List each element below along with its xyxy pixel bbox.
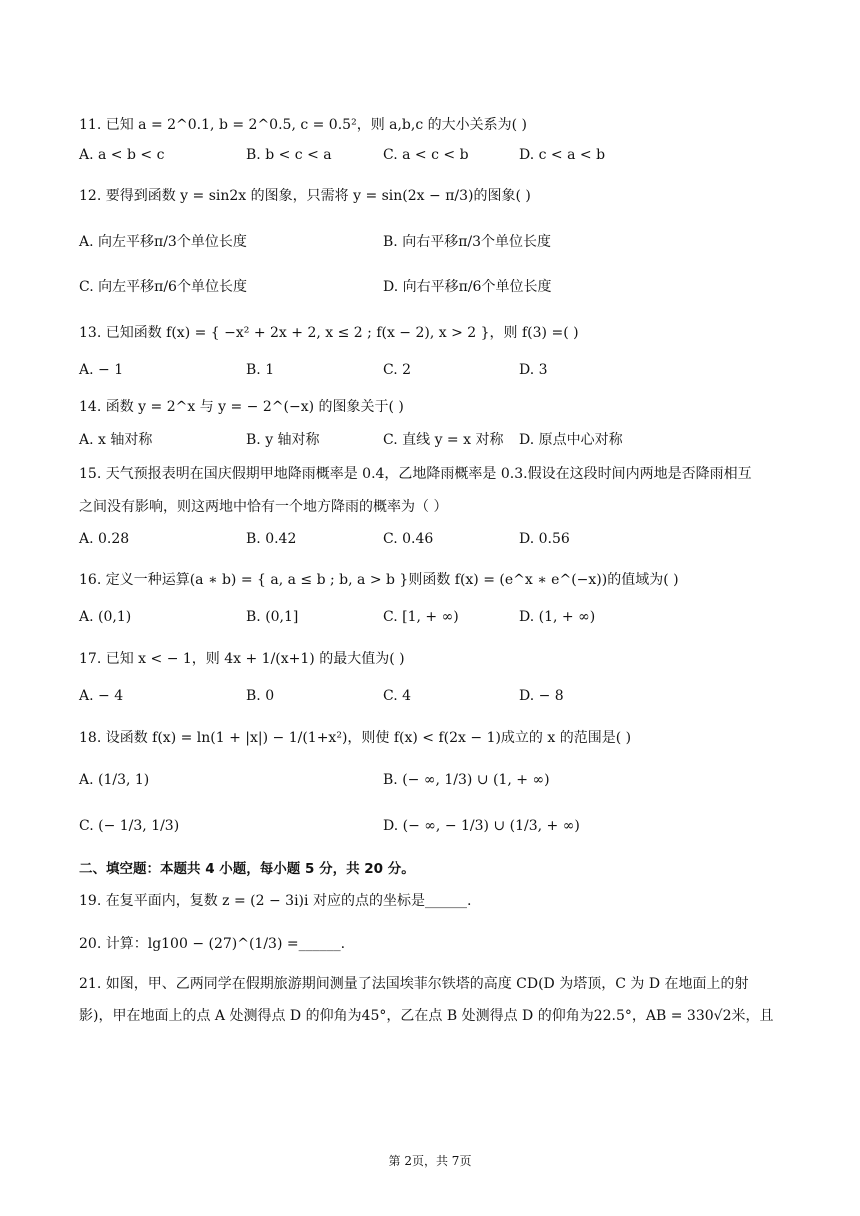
q17-option-b: B. 0 (246, 688, 275, 704)
q18-option-b: B. (− ∞, 1/3) ∪ (1, + ∞) (383, 772, 550, 788)
q13-option-d: D. 3 (519, 362, 548, 378)
q15-option-d: D. 0.56 (519, 531, 570, 547)
q15-option-b: B. 0.42 (246, 531, 297, 547)
q18-option-a: A. (1/3, 1) (79, 772, 150, 788)
q18-option-c: C. (− 1/3, 1/3) (79, 818, 180, 834)
q17-option-a: A. − 4 (79, 688, 124, 704)
q18-stem: 18. 设函数 f(x) = ln(1 + |x|) − 1/(1+x²)，则使 f(x) < f(2x − 1)成立的 x 的范围是( ) (79, 730, 632, 746)
q13-option-c: C. 2 (383, 362, 412, 378)
q17-option-d: D. − 8 (519, 688, 564, 704)
q14-option-c: C. 直线 y = x 对称 (383, 432, 504, 448)
q16-option-a: A. (0,1) (79, 609, 132, 625)
section-heading: 二、填空题：本题共 4 小题，每小题 5 分，共 20 分。 (79, 861, 415, 877)
q12-stem: 12. 要得到函数 y = sin2x 的图象，只需将 y = sin(2x − π/3)的图象( ) (79, 188, 531, 204)
q11-option-c: C. a < c < b (383, 147, 469, 163)
q12-option-a: A. 向左平移π/3个单位长度 (79, 234, 247, 250)
q15-option-a: A. 0.28 (79, 531, 130, 547)
q12-option-d: D. 向右平移π/6个单位长度 (383, 279, 552, 295)
q12-option-b: B. 向右平移π/3个单位长度 (383, 234, 552, 250)
q16-stem: 16. 定义一种运算(a ∗ b) = { a, a ≤ b ; b, a > b }则函数 f(x) = (e^x ∗ e^(−x))的值域为( ) (79, 572, 679, 588)
q21-stem-line1: 21. 如图，甲、乙两同学在假期旅游期间测量了法国埃菲尔铁塔的高度 CD(D 为塔顶，C 为 D 在地面上的射 (79, 976, 749, 992)
q17-stem: 17. 已知 x < − 1，则 4x + 1/(x+1) 的最大值为( ) (79, 651, 405, 667)
q16-option-c: C. [1, + ∞) (383, 609, 459, 625)
q17-option-c: C. 4 (383, 688, 412, 704)
page-footer: 第 2页，共 7页 (388, 1154, 472, 1168)
q11-option-a: A. a < b < c (79, 147, 165, 163)
q13-option-a: A. − 1 (79, 362, 124, 378)
q15-stem-line2: 之间没有影响，则这两地中恰有一个地方降雨的概率为（ ） (79, 499, 448, 515)
q15-stem-line1: 15. 天气预报表明在国庆假期甲地降雨概率是 0.4，乙地降雨概率是 0.3.假设在这段时间内两地是否降雨相互 (79, 466, 752, 482)
q18-option-d: D. (− ∞, − 1/3) ∪ (1/3, + ∞) (383, 818, 580, 834)
q15-option-c: C. 0.46 (383, 531, 434, 547)
q13-option-b: B. 1 (246, 362, 275, 378)
q20-stem: 20. 计算：lg100 − (27)^(1/3) =______. (79, 936, 346, 952)
q16-option-d: D. (1, + ∞) (519, 609, 596, 625)
q14-option-a: A. x 轴对称 (79, 432, 153, 448)
q14-option-d: D. 原点中心对称 (519, 432, 623, 448)
q11-stem: 11. 已知 a = 2^0.1, b = 2^0.5, c = 0.5²，则 a,b,c 的大小关系为( ) (79, 117, 528, 133)
q12-option-c: C. 向左平移π/6个单位长度 (79, 279, 247, 295)
q14-option-b: B. y 轴对称 (246, 432, 320, 448)
q14-stem: 14. 函数 y = 2^x 与 y = − 2^(−x) 的图象关于( ) (79, 399, 404, 415)
q13-stem: 13. 已知函数 f(x) = { −x² + 2x + 2, x ≤ 2 ; f(x − 2), x > 2 }，则 f(3) =( ) (79, 325, 579, 341)
q16-option-b: B. (0,1] (246, 609, 299, 625)
q19-stem: 19. 在复平面内，复数 z = (2 − 3i)i 对应的点的坐标是______. (79, 893, 472, 909)
q11-option-b: B. b < c < a (246, 147, 332, 163)
q21-stem-line2: 影)，甲在地面上的点 A 处测得点 D 的仰角为45°，乙在点 B 处测得点 D 的仰角为22.5°，AB = 330√2米，且 (79, 1008, 774, 1024)
q11-option-d: D. c < a < b (519, 147, 606, 163)
